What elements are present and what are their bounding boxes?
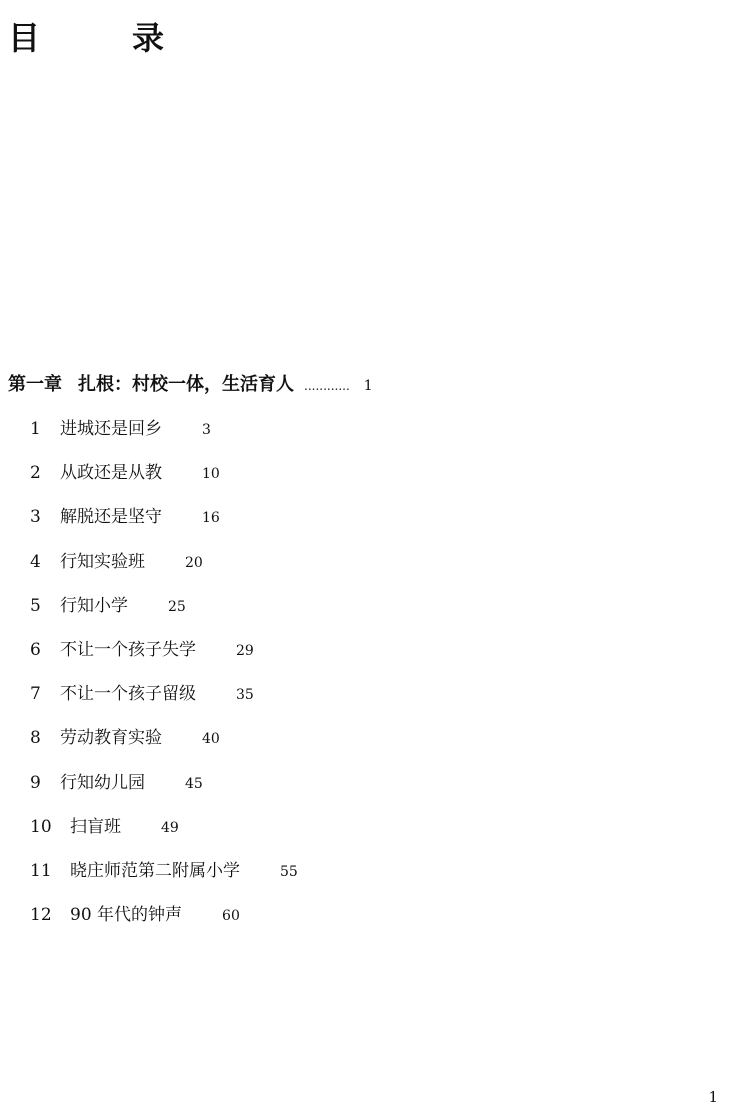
entry-number: 6 — [30, 639, 41, 660]
toc-list — [30, 414, 298, 944]
entry-title: 不让一个孩子失学 — [60, 639, 196, 660]
entry-number: 2 — [30, 463, 41, 484]
entry-number: 12 — [30, 905, 52, 926]
page-title: 目 录 — [8, 19, 195, 57]
entry-page-number: 40 — [202, 731, 220, 748]
entry-title: 行知小学 — [60, 595, 128, 616]
entry-number: 10 — [30, 816, 52, 837]
entry-title: 进城还是回乡 — [60, 419, 162, 439]
entry-number: 5 — [30, 595, 41, 616]
toc-entry[interactable] — [30, 812, 298, 856]
entry-title: 解脱还是坚守 — [60, 507, 162, 528]
toc-entry[interactable] — [30, 458, 298, 502]
entry-page-number: 60 — [222, 908, 240, 925]
toc-entry[interactable] — [30, 591, 298, 635]
entry-title: 90 年代的钟声 — [70, 905, 183, 926]
entry-title: 晓庄师范第二附属小学 — [70, 860, 240, 881]
toc-entry[interactable] — [30, 502, 298, 546]
entry-page-number: 25 — [168, 598, 186, 615]
entry-number: 9 — [30, 772, 41, 793]
entry-page-number: 45 — [185, 775, 203, 792]
toc-chapter-entry[interactable] — [8, 370, 373, 398]
entry-page-number: 49 — [161, 819, 179, 836]
toc-entry[interactable] — [30, 768, 298, 812]
toc-entry[interactable] — [30, 856, 298, 900]
chapter-title: 扎根：村校一体，生活育人 — [78, 374, 294, 395]
chapter-dot-leader: ............ — [304, 379, 350, 393]
entry-page-number: 3 — [202, 422, 211, 438]
entry-title: 行知实验班 — [60, 551, 145, 572]
chapter-label: 第一章 — [8, 374, 62, 395]
entry-title: 不让一个孩子留级 — [60, 684, 196, 705]
entry-page-number: 55 — [280, 863, 298, 880]
entry-number: 3 — [30, 507, 41, 528]
entry-page-number: 16 — [202, 510, 220, 527]
entry-number: 1 — [30, 419, 41, 439]
entry-title: 行知幼儿园 — [60, 772, 145, 793]
entry-number: 8 — [30, 728, 41, 749]
toc-entry[interactable] — [30, 679, 298, 723]
chapter-page-number: 1 — [363, 378, 373, 394]
entry-number: 7 — [30, 684, 41, 705]
entry-number: 4 — [30, 551, 41, 572]
entry-title: 从政还是从教 — [60, 463, 162, 484]
entry-page-number: 29 — [236, 642, 254, 659]
toc-entry[interactable] — [30, 900, 298, 944]
entry-page-number: 20 — [185, 554, 203, 571]
toc-entry[interactable] — [30, 414, 298, 458]
entry-page-number: 35 — [236, 687, 254, 704]
toc-entry[interactable] — [30, 547, 298, 591]
toc-entry[interactable] — [30, 723, 298, 767]
entry-title: 扫盲班 — [70, 816, 121, 837]
toc-entry[interactable] — [30, 635, 298, 679]
entry-number: 11 — [30, 860, 52, 881]
entry-title: 劳动教育实验 — [60, 728, 162, 749]
entry-page-number: 10 — [202, 466, 220, 483]
page-folio-number: 1 — [708, 1088, 718, 1106]
